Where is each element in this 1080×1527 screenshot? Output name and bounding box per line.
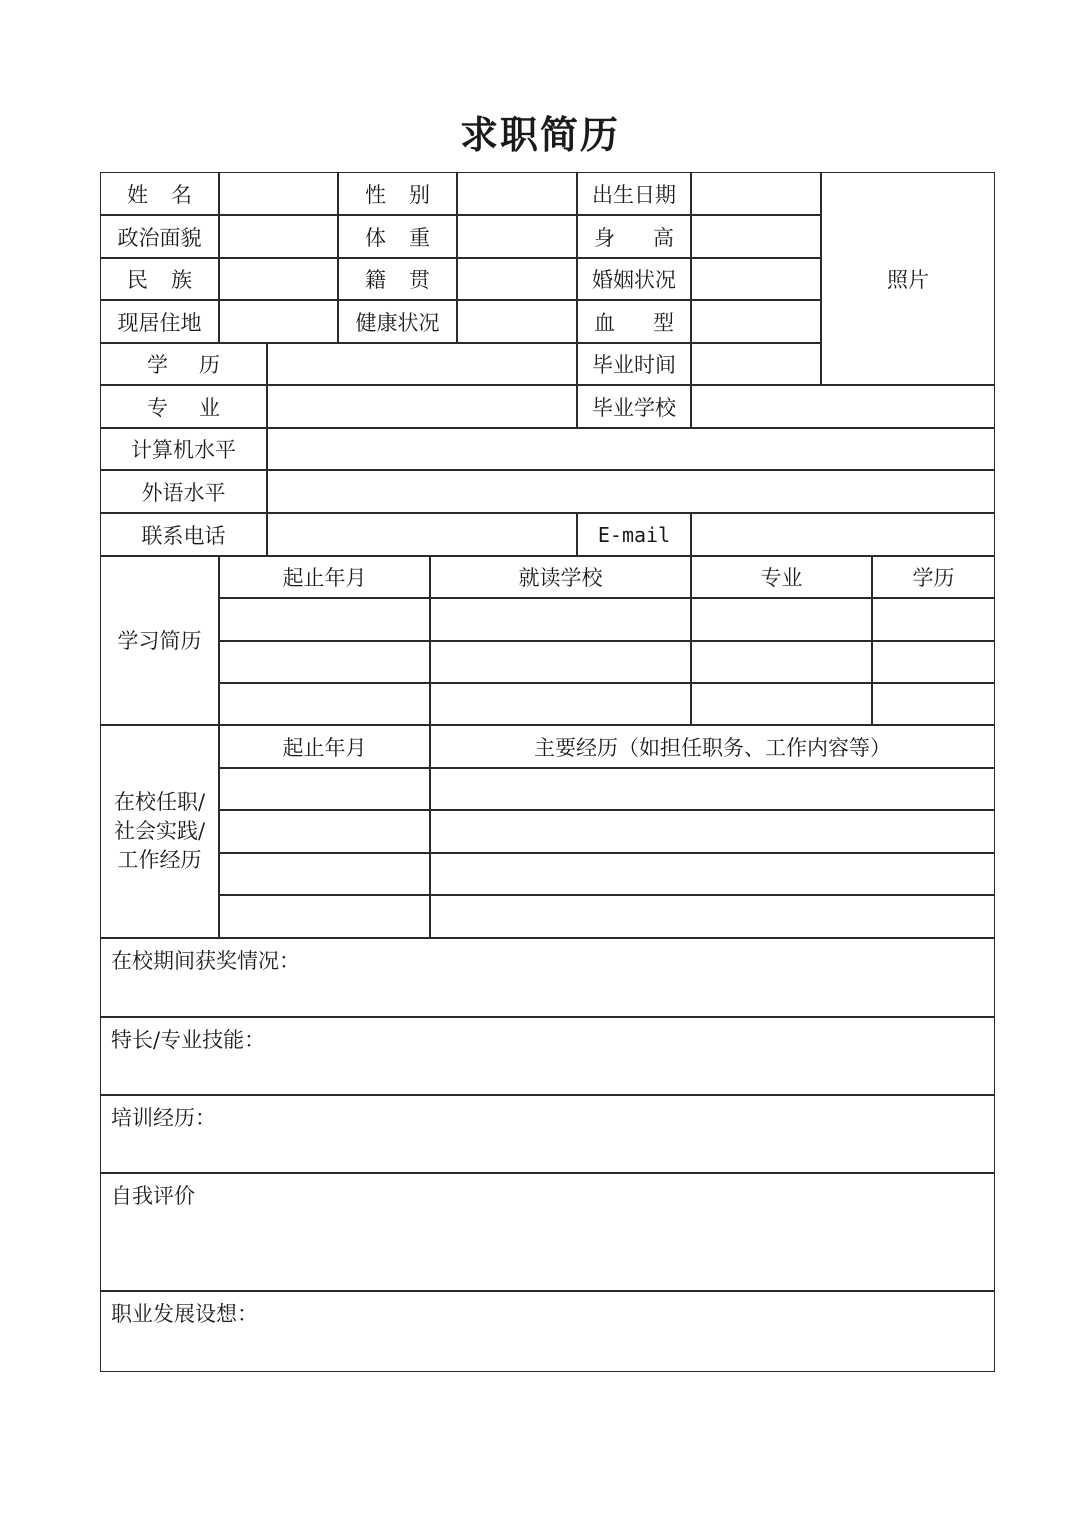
awards-block[interactable]: 在校期间获奖情况： bbox=[100, 938, 995, 1017]
political-field[interactable] bbox=[219, 215, 338, 258]
career-plan-block[interactable]: 职业发展设想： bbox=[100, 1291, 995, 1372]
study-row-2-degree[interactable] bbox=[872, 641, 995, 683]
label-grad-time: 毕业时间 bbox=[577, 343, 691, 385]
height-field[interactable] bbox=[691, 215, 821, 258]
page-title: 求职简历 bbox=[459, 112, 620, 157]
email-field[interactable] bbox=[691, 513, 995, 556]
computer-level-field[interactable] bbox=[267, 428, 995, 470]
native-place-field[interactable] bbox=[457, 258, 577, 300]
label-computer-level: 计算机水平 bbox=[100, 428, 267, 470]
photo-box[interactable]: 照片 bbox=[821, 172, 995, 385]
work-row-4-experience[interactable] bbox=[430, 895, 995, 938]
major-field[interactable] bbox=[267, 385, 577, 428]
label-marital: 婚姻状况 bbox=[577, 258, 691, 300]
work-header-period: 起止年月 bbox=[219, 725, 430, 768]
study-header-school: 就读学校 bbox=[430, 556, 691, 598]
education-field[interactable] bbox=[267, 343, 577, 385]
work-row-1-period[interactable] bbox=[219, 768, 430, 810]
study-row-3-period[interactable] bbox=[219, 683, 430, 725]
label-blood-type: 血 型 bbox=[577, 300, 691, 343]
work-row-3-experience[interactable] bbox=[430, 853, 995, 895]
label-grad-school: 毕业学校 bbox=[577, 385, 691, 428]
work-row-1-experience[interactable] bbox=[430, 768, 995, 810]
label-ethnicity: 民 族 bbox=[100, 258, 219, 300]
grad-time-field[interactable] bbox=[691, 343, 821, 385]
gender-field[interactable] bbox=[457, 172, 577, 215]
label-height: 身 高 bbox=[577, 215, 691, 258]
study-header-period: 起止年月 bbox=[219, 556, 430, 598]
language-level-field[interactable] bbox=[267, 470, 995, 513]
label-email: E-mail bbox=[577, 513, 691, 556]
label-weight: 体 重 bbox=[338, 215, 457, 258]
label-birth-date: 出生日期 bbox=[577, 172, 691, 215]
work-row-3-period[interactable] bbox=[219, 853, 430, 895]
label-phone: 联系电话 bbox=[100, 513, 267, 556]
ethnicity-field[interactable] bbox=[219, 258, 338, 300]
study-row-1-major[interactable] bbox=[691, 598, 872, 641]
grad-school-field[interactable] bbox=[691, 385, 995, 428]
study-row-2-school[interactable] bbox=[430, 641, 691, 683]
marital-field[interactable] bbox=[691, 258, 821, 300]
label-education: 学 历 bbox=[100, 343, 267, 385]
label-political: 政治面貌 bbox=[100, 215, 219, 258]
study-header-degree: 学历 bbox=[872, 556, 995, 598]
phone-field[interactable] bbox=[267, 513, 577, 556]
work-header-experience: 主要经历（如担任职务、工作内容等） bbox=[430, 725, 995, 768]
work-row-4-period[interactable] bbox=[219, 895, 430, 938]
study-row-1-school[interactable] bbox=[430, 598, 691, 641]
work-row-2-period[interactable] bbox=[219, 810, 430, 853]
birth-date-field[interactable] bbox=[691, 172, 821, 215]
label-name: 姓 名 bbox=[100, 172, 219, 215]
study-row-3-major[interactable] bbox=[691, 683, 872, 725]
label-gender: 性 别 bbox=[338, 172, 457, 215]
label-health: 健康状况 bbox=[338, 300, 457, 343]
study-row-1-period[interactable] bbox=[219, 598, 430, 641]
training-block[interactable]: 培训经历： bbox=[100, 1095, 995, 1173]
study-section-label: 学习简历 bbox=[100, 556, 219, 725]
blood-type-field[interactable] bbox=[691, 300, 821, 343]
study-row-2-major[interactable] bbox=[691, 641, 872, 683]
residence-field[interactable] bbox=[219, 300, 338, 343]
study-row-3-degree[interactable] bbox=[872, 683, 995, 725]
study-header-major: 专业 bbox=[691, 556, 872, 598]
name-field[interactable] bbox=[219, 172, 338, 215]
study-row-2-period[interactable] bbox=[219, 641, 430, 683]
weight-field[interactable] bbox=[457, 215, 577, 258]
label-language-level: 外语水平 bbox=[100, 470, 267, 513]
health-field[interactable] bbox=[457, 300, 577, 343]
label-major: 专 业 bbox=[100, 385, 267, 428]
label-residence: 现居住地 bbox=[100, 300, 219, 343]
self-evaluation-block[interactable]: 自我评价 bbox=[100, 1173, 995, 1291]
work-row-2-experience[interactable] bbox=[430, 810, 995, 853]
skills-block[interactable]: 特长/专业技能： bbox=[100, 1017, 995, 1095]
work-section-label: 在校任职/ 社会实践/ 工作经历 bbox=[100, 725, 219, 938]
study-row-3-school[interactable] bbox=[430, 683, 691, 725]
label-native-place: 籍 贯 bbox=[338, 258, 457, 300]
study-row-1-degree[interactable] bbox=[872, 598, 995, 641]
